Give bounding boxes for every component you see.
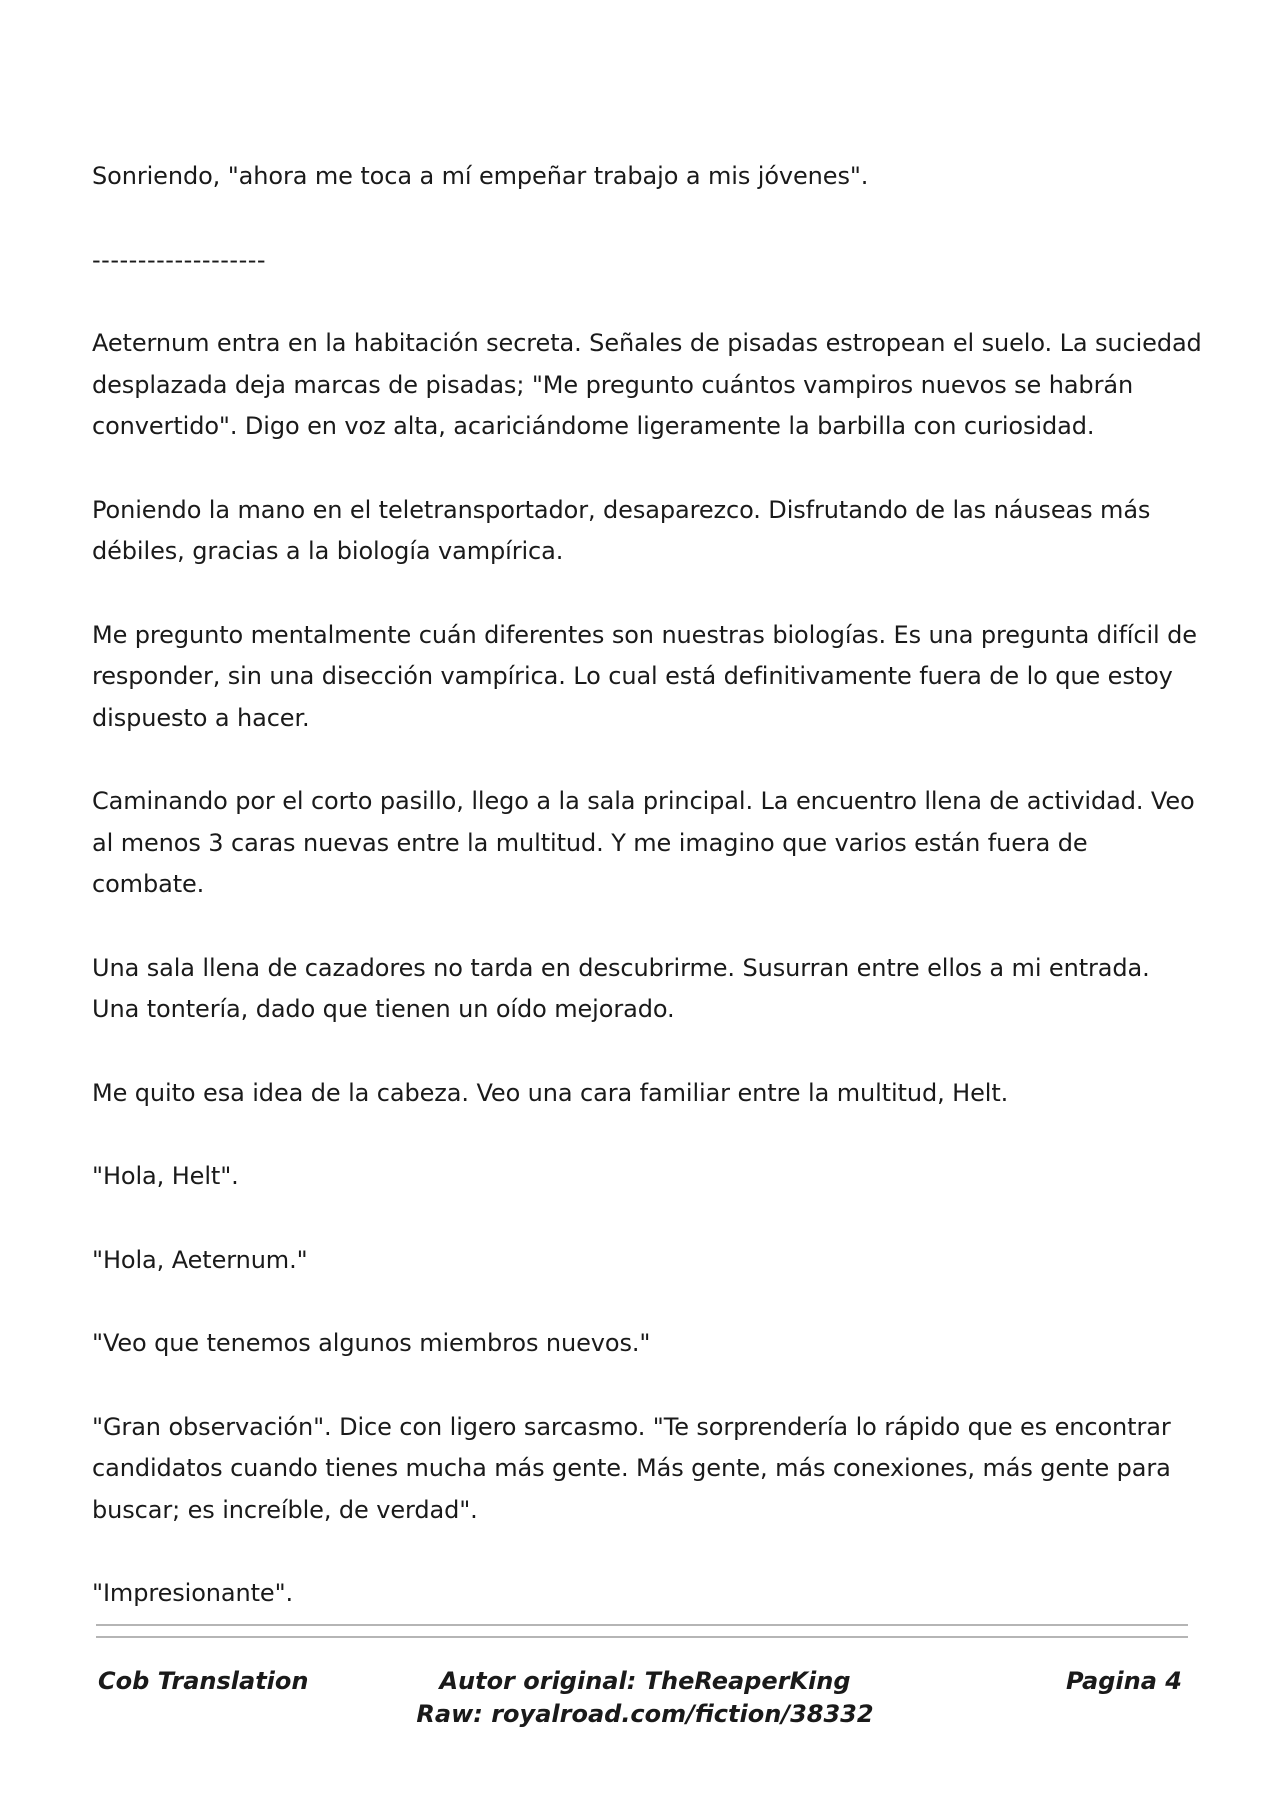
body-text xyxy=(92,156,1202,1657)
paragraph: Una sala llena de cazadores no tarda en descubrirme. Susurran entre ellos a mi entrada. Una tontería, dado que tienen un oído mejorado. xyxy=(92,953,1150,1023)
paragraph: "Gran observación". Dice con ligero sarcasmo. "Te sorprendería lo rápido que es encontrar candidatos cuando tienes mucha más gente. Más gente, más conexiones, más gente para buscar; es increíble, de verdad". xyxy=(92,1412,1171,1524)
paragraph: Poniendo la mano en el teletransportador, desaparezco. Disfrutando de las náuseas más débiles, gracias a la biología vampírica. xyxy=(92,495,1151,565)
paragraph: "Hola, Aeternum." xyxy=(92,1245,308,1274)
footer-original-author: Autor original: TheReaperKing xyxy=(439,1667,851,1695)
footer-divider-bottom xyxy=(96,1636,1188,1638)
paragraph: Aeternum entra en la habitación secreta. Señales de pisadas estropean el suelo. La suciedad desplazada deja marcas de pisadas; "Me pregunto cuántos vampiros nuevos se habrán convertido". Digo en voz alta, acariciándome ligeramente la barbilla con curiosidad. xyxy=(92,329,1202,440)
footer-page-number: Pagina 4 xyxy=(1066,1667,1182,1695)
paragraph: "Impresionante". xyxy=(92,1579,294,1607)
paragraph: Caminando por el corto pasillo, llego a la sala principal. La encuentro llena de actividad. Veo al menos 3 caras nuevas entre la multitud. Y me imagino que varios están fuera de combate. xyxy=(92,787,1195,898)
paragraph: Me pregunto mentalmente cuán diferentes son nuestras biologías. Es una pregunta difícil de responder, sin una disección vampírica. Lo cual está definitivamente fuera de lo que estoy dispuesto a hacer. xyxy=(92,620,1197,732)
footer-raw-source: Raw: royalroad.com/fiction/38332 xyxy=(416,1700,874,1728)
paragraph: "Veo que tenemos algunos miembros nuevos." xyxy=(92,1329,651,1357)
footer-divider-top xyxy=(96,1624,1188,1626)
paragraph: Sonriendo, "ahora me toca a mí empeñar trabajo a mis jóvenes". xyxy=(92,162,869,190)
paragraph: "Hola, Helt". xyxy=(92,1162,239,1190)
section-separator: ------------------- xyxy=(92,245,267,274)
paragraph: Me quito esa idea de la cabeza. Veo una cara familiar entre la multitud, Helt. xyxy=(92,1078,1009,1107)
footer-translator: Cob Translation xyxy=(98,1667,309,1695)
